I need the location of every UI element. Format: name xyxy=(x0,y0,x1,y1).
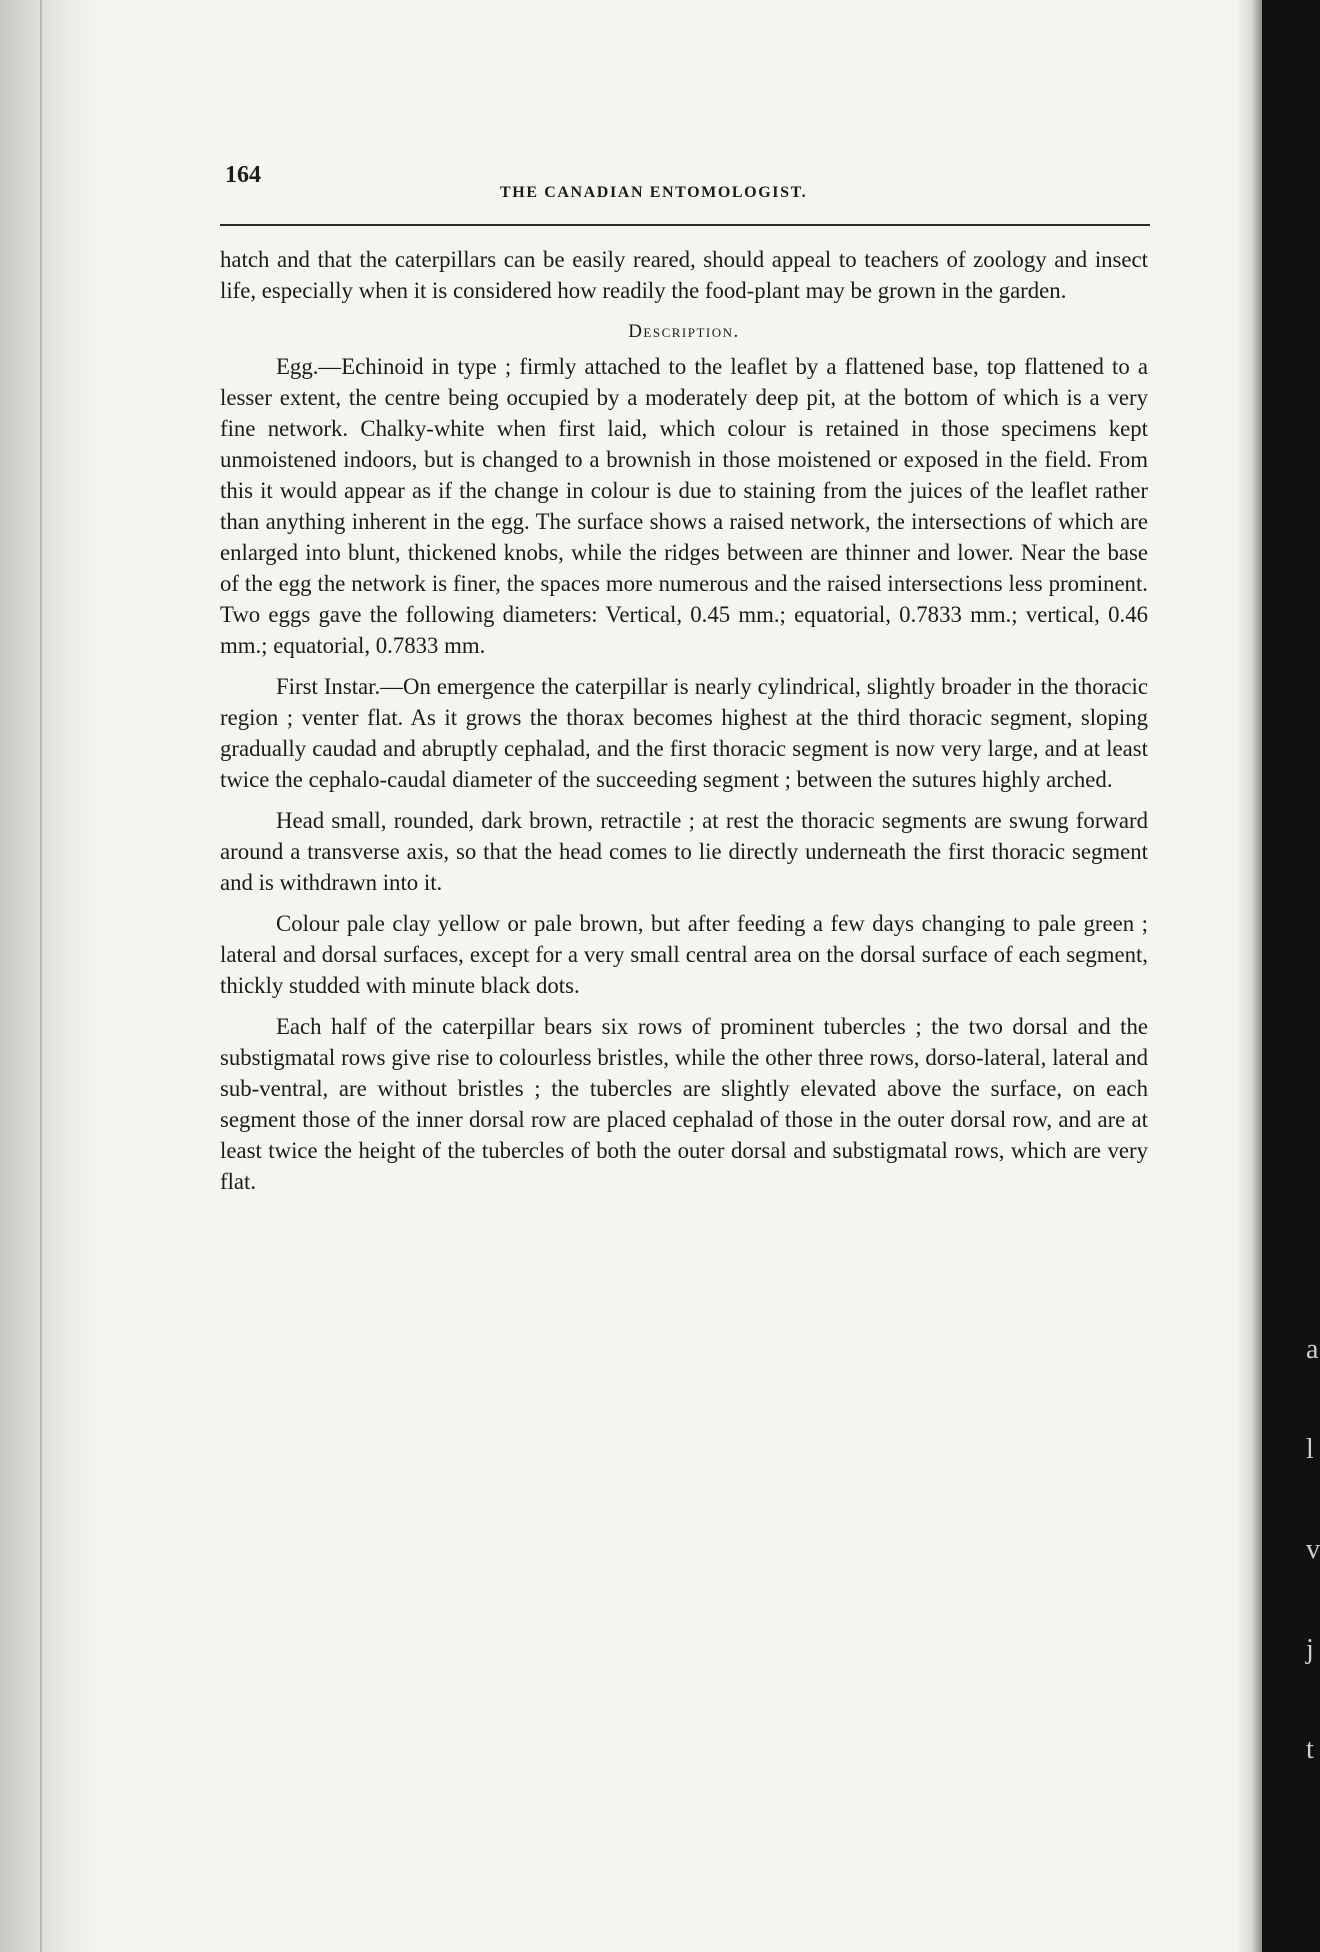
running-head xyxy=(190,160,1160,200)
next-page-fragment: a xyxy=(1306,1334,1319,1365)
page-body xyxy=(220,244,1148,1197)
section-heading: Description. xyxy=(628,321,740,342)
head-paragraph: Head small, rounded, dark brown, retractile ; at rest the thoracic segments are swung forward around a transverse axis, so that the head comes to lie directly underneath the first thoracic segment and is withdrawn into it. xyxy=(220,808,1148,895)
next-page-fragment: v xyxy=(1306,1534,1320,1565)
journal-title: THE CANADIAN ENTOMOLOGIST. xyxy=(500,184,808,201)
first-instar-paragraph: First Instar.—On emergence the caterpillar is nearly cylindrical, slightly broader in the thoracic region ; venter flat. As it grows the thorax becomes highest at the third thoracic segment, sloping gradually caudad and abruptly cephalad, and the first thoracic segment is now very large, and at least twice the cephalo-caudal diameter of the succeeding segment ; between the sutures highly arched. xyxy=(220,674,1148,792)
page-number: 164 xyxy=(225,162,261,188)
next-page-fragments xyxy=(1306,1300,1320,1800)
intro-paragraph: hatch and that the caterpillars can be easily reared, should appeal to teachers of zoology and insect life, especially when it is considered how readily the food-plant may be grown in the garden. xyxy=(220,247,1148,303)
header-rule xyxy=(220,224,1150,226)
egg-paragraph: Egg.—Echinoid in type ; firmly attached to the leaflet by a flattened base, top flattened to a lesser extent, the centre being occupied by a moderately deep pit, at the bottom of which is a very fine network. Chalky-white when first laid, which colour is retained in those specimens kept unmoistened indoors, but is changed to a brownish in those moistened or exposed in the field. From this it would appear as if the change in colour is due to staining from the juices of the leaflet rather than anything inherent in the egg. The surface shows a raised network, the intersections of which are enlarged into blunt, thickened knobs, while the ridges between are thinner and lower. Near the base of the egg the network is finer, the spaces more numerous and the raised intersections less prominent. Two eggs gave the following diameters: Vertical, 0.45 mm.; equatorial, 0.7833 mm.; vertical, 0.46 mm.; equatorial, 0.7833 mm. xyxy=(220,354,1148,658)
next-page-fragment: j xyxy=(1306,1634,1314,1665)
book-page xyxy=(190,160,1160,1194)
book-gutter-shadow xyxy=(0,0,100,1952)
colour-paragraph: Colour pale clay yellow or pale brown, but after feeding a few days changing to pale green ; lateral and dorsal surfaces, except for a very small central area on the dorsal surface of each segment, thickly studded with minute black dots. xyxy=(220,911,1148,998)
tubercles-paragraph: Each half of the caterpillar bears six rows of prominent tubercles ; the two dorsal and the substigmatal rows give rise to colourless bristles, while the other three rows, dorso-lateral, lateral and sub-ventral, are without bristles ; the tubercles are slightly elevated above the surface, on each segment those of the inner dorsal row are placed cephalad of those in the outer dorsal row, and are at least twice the height of the tubercles of both the outer dorsal and substigmatal rows, which are very flat. xyxy=(220,1014,1148,1194)
page-edge-shadow xyxy=(1236,0,1262,1952)
gutter-line xyxy=(40,0,42,1952)
next-page-fragment: t xyxy=(1306,1734,1314,1765)
next-page-fragment: l xyxy=(1306,1434,1314,1465)
